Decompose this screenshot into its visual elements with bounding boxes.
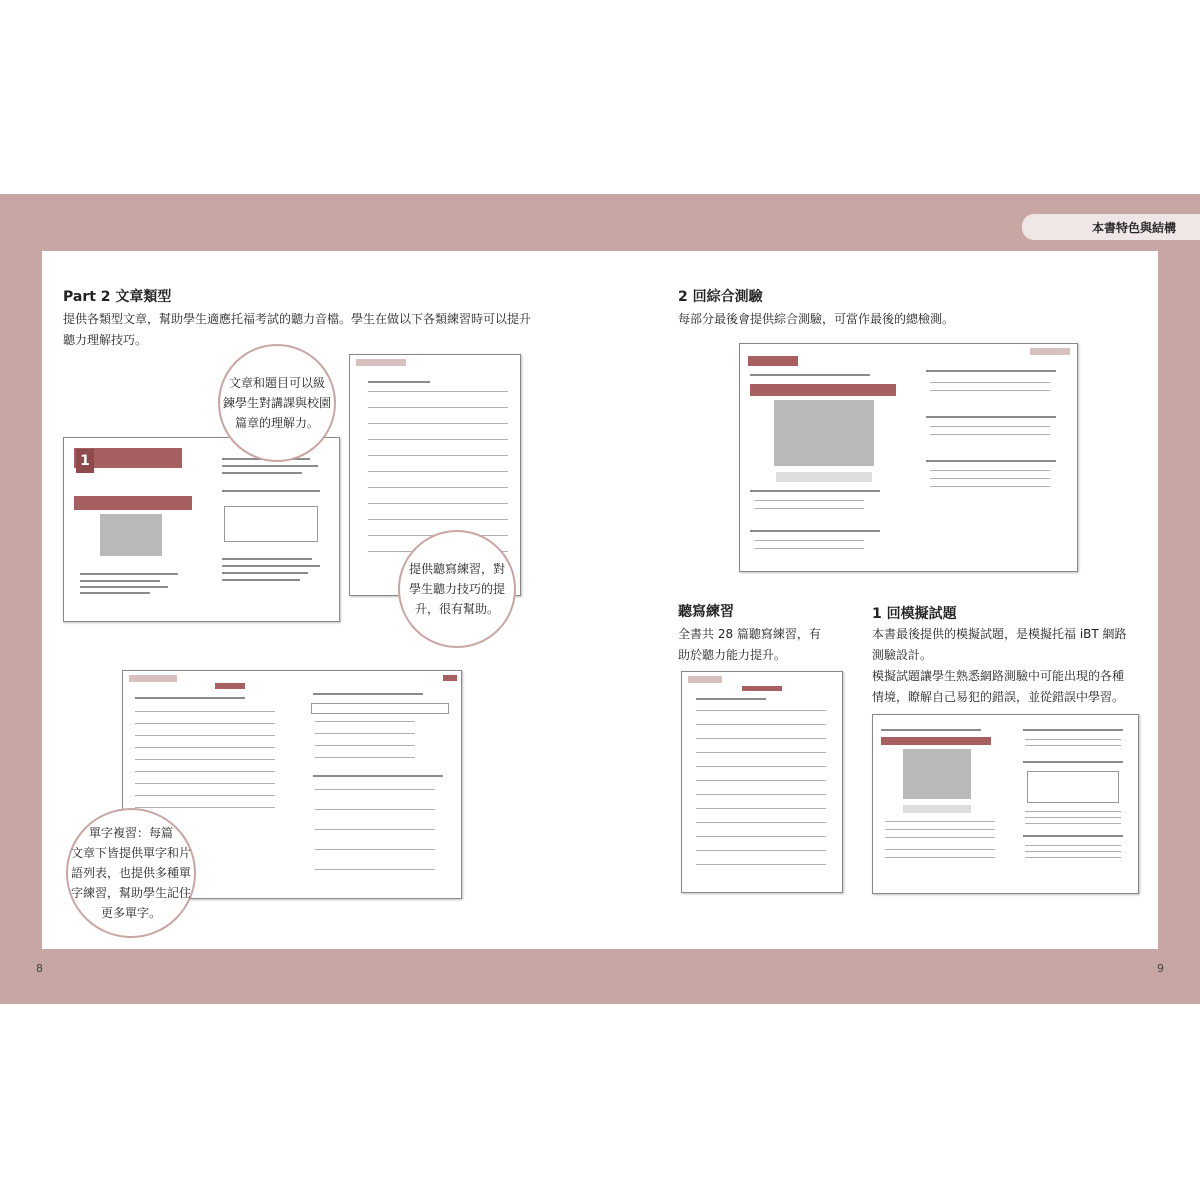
callout-levels-line2: 鍊學生對講課與校園 <box>222 396 331 410</box>
callout-levels-line3: 篇章的理解力。 <box>234 416 319 430</box>
part2-title: Part 2 文章類型 <box>63 289 172 305</box>
unit-page-thumbnail <box>63 437 340 622</box>
mock-desc-line1: 本書最後提供的模擬試題，是模擬托福 iBT 網路 <box>872 627 1127 641</box>
callout-vocab-line2: 文章下皆提供單字和片 <box>70 846 191 860</box>
callout-levels <box>218 344 336 462</box>
mock-test-title: 1 回模擬試題 <box>872 606 957 622</box>
page-number-right: 9 <box>1157 962 1164 975</box>
callout-vocab-line5: 更多單字。 <box>100 906 161 920</box>
mock-test-thumbnail <box>872 714 1139 894</box>
callout-vocab-line4: 字練習，幫助學生記住 <box>70 886 191 900</box>
panel-corner-notch <box>1160 251 1200 281</box>
review-test-thumbnail <box>739 343 1078 572</box>
callout-dictation-line3: 升，很有幫助。 <box>414 602 499 616</box>
callout-vocab-line1: 單字複習：每篇 <box>88 826 173 840</box>
callout-levels-line1: 文章和題目可以級 <box>228 376 325 390</box>
mock-desc-line3: 模擬試題讓學生熟悉網路測驗中可能出現的各種 <box>872 669 1125 683</box>
dictation-desc-line1: 全書共 28 篇聽寫練習，有 <box>678 627 821 641</box>
callout-vocabulary <box>66 808 196 938</box>
unit-badge: 1 <box>76 449 94 473</box>
callout-dictation-line1: 提供聽寫練習，對 <box>408 562 505 576</box>
callout-dictation-line2: 學生聽力技巧的提 <box>408 582 505 596</box>
review-title: 2 回綜合測驗 <box>678 289 763 305</box>
mock-desc-line4: 情境，瞭解自己易犯的錯誤，並從錯誤中學習。 <box>872 690 1125 704</box>
part2-desc-line2: 聽力理解技巧。 <box>63 333 148 347</box>
dictation-title: 聽寫練習 <box>678 604 734 620</box>
callout-vocab-line3: 語列表，也提供多種單 <box>70 866 191 880</box>
part2-desc-line1: 提供各類型文章，幫助學生適應托福考試的聽力音檔。學生在做以下各類練習時可以提升 <box>63 312 532 326</box>
section-tab: 本書特色與結構 <box>1022 214 1200 240</box>
dictation-exercise-thumbnail <box>681 671 843 893</box>
dictation-desc-line2: 助於聽力能力提升。 <box>678 648 787 662</box>
page-number-left: 8 <box>36 962 43 975</box>
mock-desc-line2: 測驗設計。 <box>872 648 933 662</box>
callout-dictation <box>398 530 516 648</box>
review-desc: 每部分最後會提供綜合測驗，可當作最後的總檢測。 <box>678 312 955 326</box>
